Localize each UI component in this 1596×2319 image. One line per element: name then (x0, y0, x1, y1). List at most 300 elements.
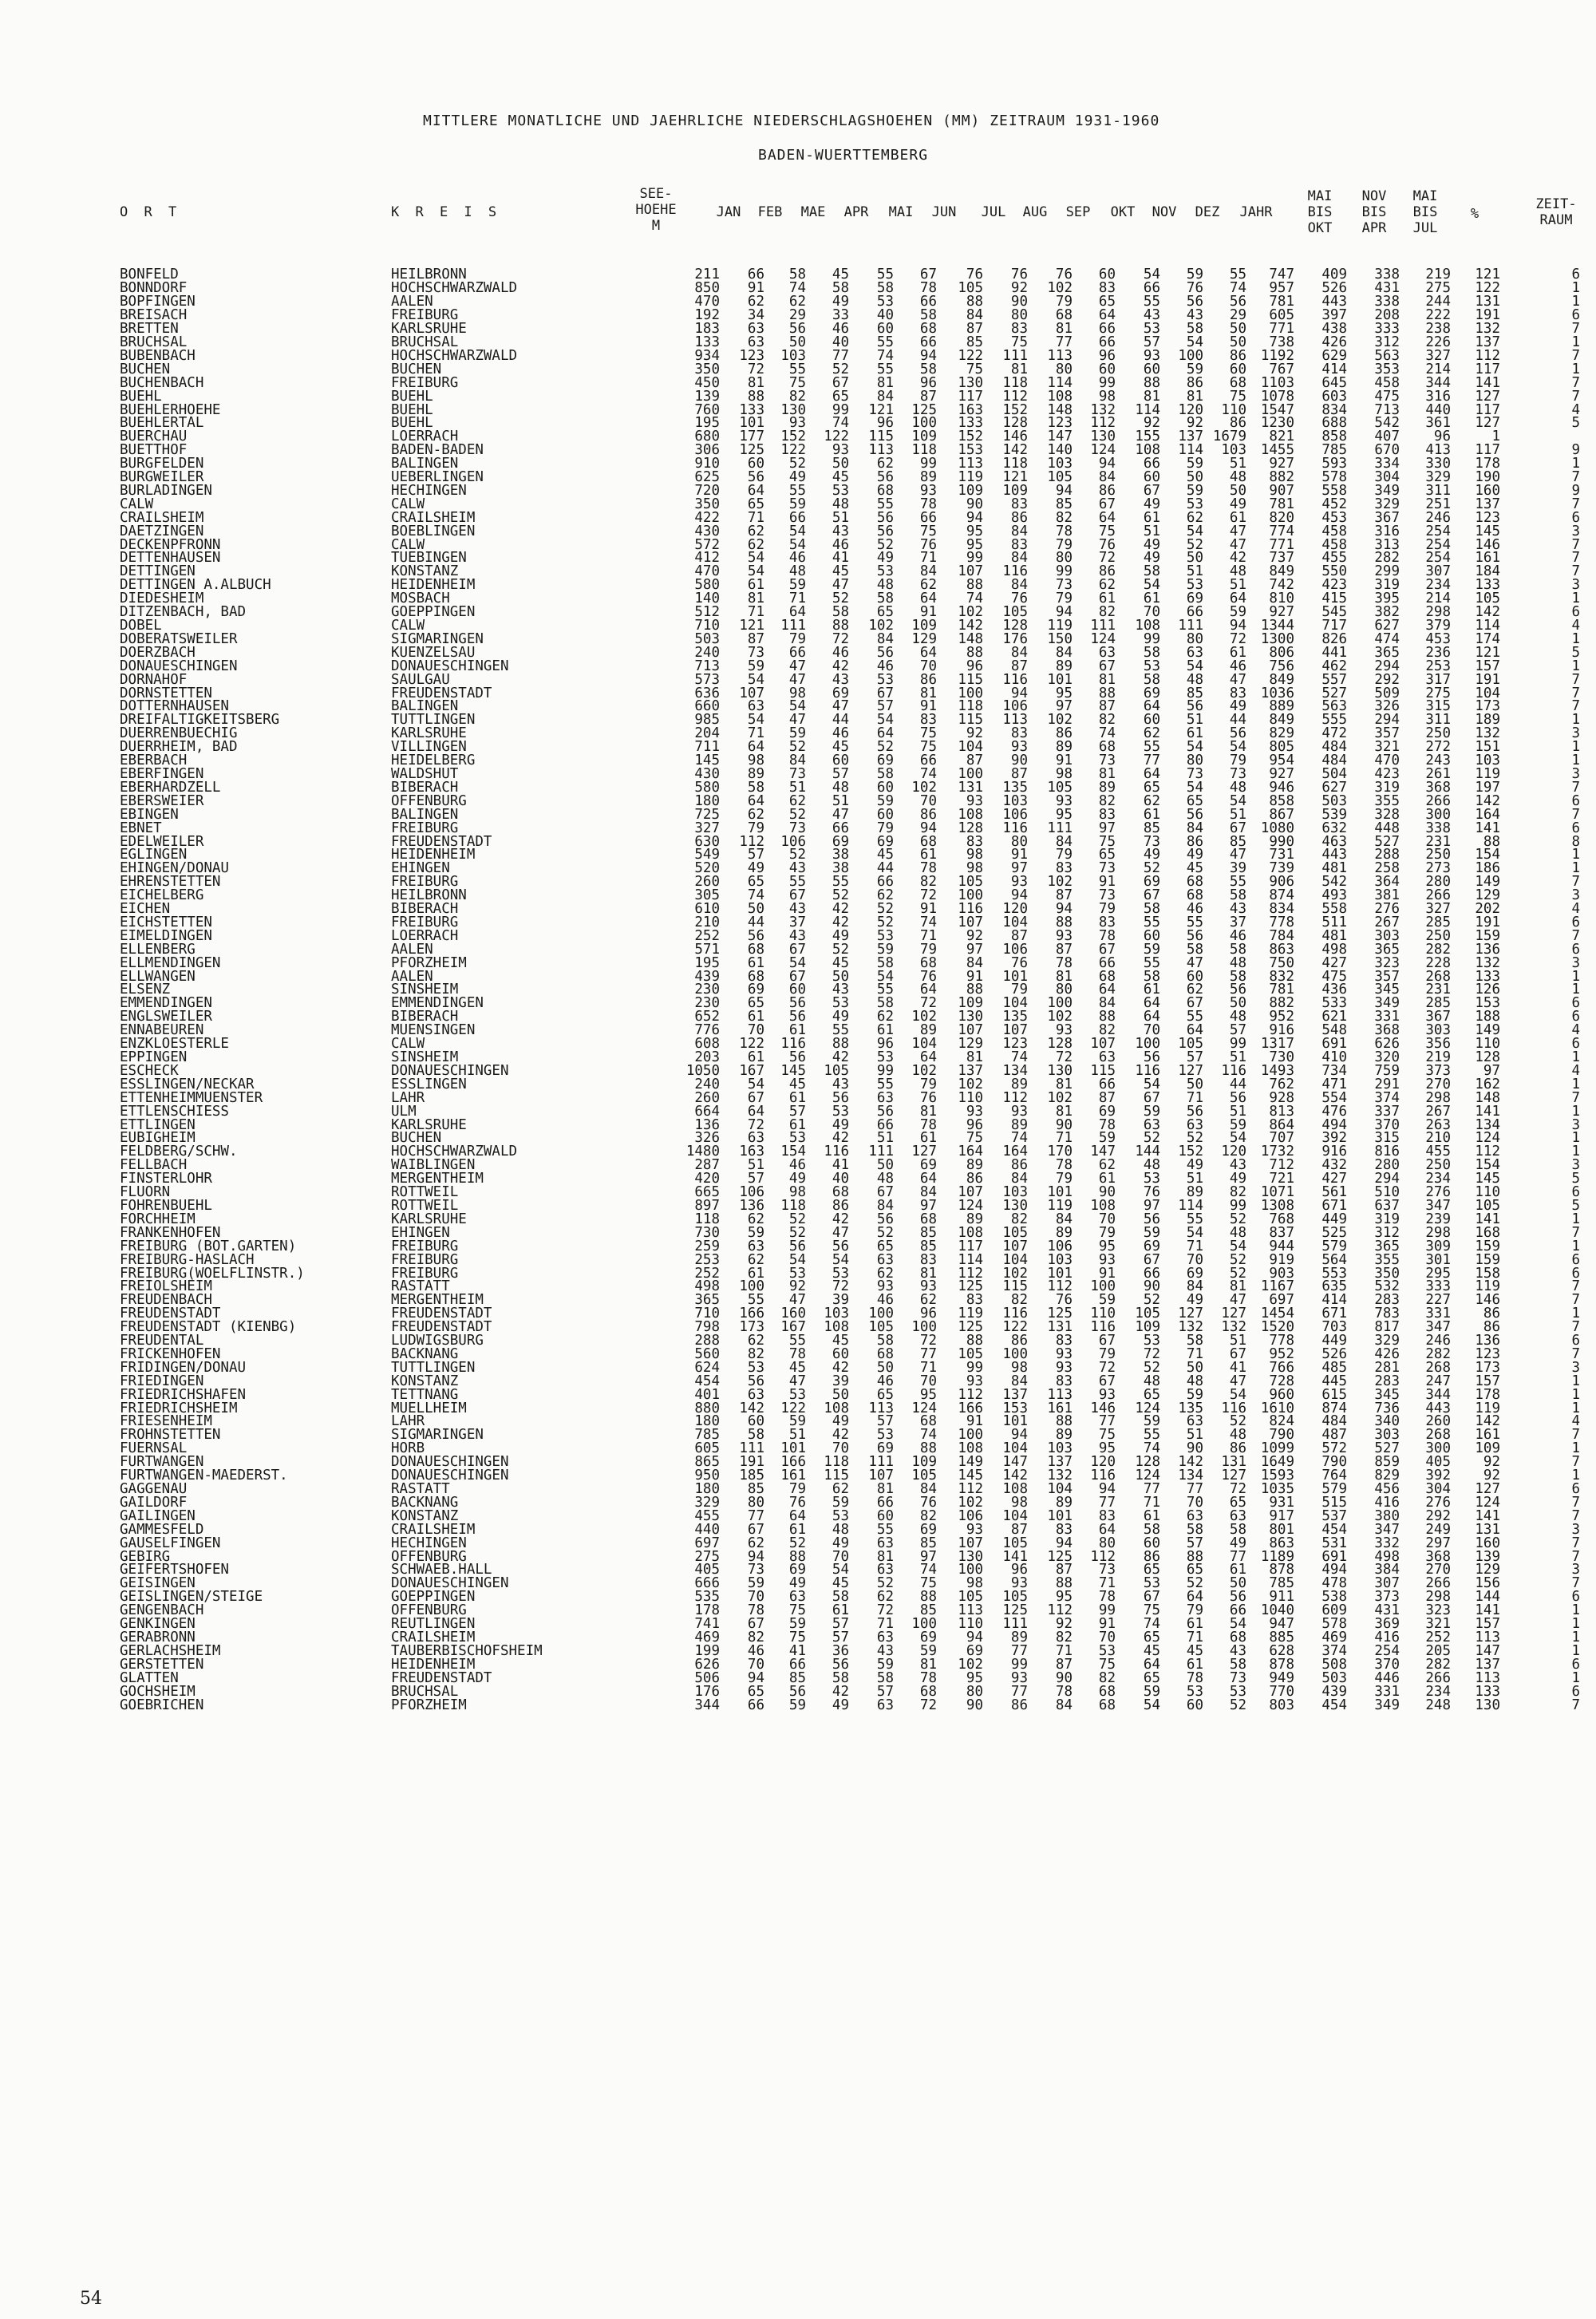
value-cell: 453 (1425, 630, 1451, 647)
value-cell: 100 (958, 685, 983, 701)
value-cell: 370 (1374, 1656, 1400, 1673)
value-cell: 42 (832, 1211, 849, 1227)
value-cell: 80 (1055, 982, 1073, 998)
value-cell: 61 (747, 1265, 764, 1282)
value-cell: 63 (747, 1238, 764, 1254)
value-cell: 903 (1269, 1265, 1294, 1282)
value-cell: 71 (1186, 1345, 1203, 1362)
table-row (120, 1253, 1580, 1266)
value-cell: 65 (876, 1386, 894, 1403)
value-cell: 57 (747, 847, 764, 863)
table-row (120, 1159, 1580, 1172)
value-cell: 247 (1425, 1373, 1451, 1389)
value-cell: 771 (1269, 321, 1294, 338)
value-cell: 98 (966, 860, 983, 877)
table-row (120, 983, 1580, 997)
district-name: KARLSRUHE (391, 1116, 467, 1133)
district-name: UEBERLINGEN (391, 469, 484, 486)
table-row (120, 1051, 1580, 1065)
district-name: HORB (391, 1440, 425, 1457)
value-cell: 243 (1425, 753, 1451, 769)
value-cell: 329 (1374, 1333, 1400, 1349)
value-cell: 57 (788, 1103, 806, 1120)
value-cell: 1 (1571, 294, 1580, 310)
value-cell: 127 (1475, 415, 1500, 432)
value-cell: 66 (1186, 604, 1203, 621)
header-sep: SEP (1065, 204, 1091, 220)
value-cell: 4 (1571, 618, 1580, 634)
station-name: DETTINGEN A.ALBUCH (120, 577, 271, 594)
value-cell: 349 (1374, 995, 1400, 1012)
value-cell: 74 (1143, 1440, 1160, 1457)
value-cell: 439 (694, 968, 720, 985)
value-cell: 1189 (1260, 1548, 1294, 1565)
value-cell: 306 (694, 442, 720, 459)
value-cell: 93 (1098, 1386, 1116, 1403)
value-cell: 671 (1321, 1306, 1347, 1322)
value-cell: 78 (919, 1116, 937, 1133)
value-cell: 6 (1571, 914, 1580, 930)
value-cell: 1 (1571, 847, 1580, 863)
value-cell: 109 (911, 1454, 937, 1471)
value-cell: 240 (694, 644, 720, 661)
table-row (120, 322, 1580, 336)
header-mai-bis-jul: MAI BIS JUL (1412, 188, 1438, 236)
value-cell: 79 (1055, 591, 1073, 607)
value-cell: 141 (1475, 1507, 1500, 1524)
value-cell: 56 (1186, 927, 1203, 944)
value-cell: 131 (1475, 1521, 1500, 1538)
value-cell: 199 (694, 1642, 720, 1659)
value-cell: 122 (780, 1400, 806, 1416)
value-cell: 79 (1098, 901, 1116, 918)
value-cell: 56 (876, 1103, 894, 1120)
value-cell: 49 (788, 469, 806, 486)
value-cell: 120 (1090, 1454, 1116, 1471)
value-cell: 65 (876, 604, 894, 621)
value-cell: 67 (1098, 1333, 1116, 1349)
value-cell: 292 (1425, 1507, 1451, 1524)
value-cell: 84 (1010, 550, 1028, 567)
value-cell: 142 (1475, 1413, 1500, 1430)
value-cell: 55 (876, 982, 894, 998)
value-cell: 69 (876, 833, 894, 850)
value-cell: 94 (1010, 887, 1028, 904)
value-cell: 56 (876, 1211, 894, 1227)
value-cell: 74 (1010, 1049, 1028, 1066)
value-cell: 73 (788, 820, 806, 836)
district-name: FREIBURG (391, 1251, 459, 1268)
district-name: MERGENTHEIM (391, 1171, 484, 1187)
value-cell: 355 (1374, 1251, 1400, 1268)
value-cell: 161 (780, 1468, 806, 1484)
value-cell: 56 (788, 1049, 806, 1066)
value-cell: 93 (1098, 1251, 1116, 1268)
value-cell: 124 (1475, 1130, 1500, 1147)
value-cell: 56 (1229, 1589, 1246, 1606)
value-cell: 115 (958, 712, 983, 729)
value-cell: 47 (1186, 954, 1203, 971)
value-cell: 192 (694, 307, 720, 324)
value-cell: 157 (1475, 1373, 1500, 1389)
value-cell: 137 (1002, 1386, 1028, 1403)
value-cell: 67 (788, 887, 806, 904)
value-cell: 108 (824, 1319, 849, 1336)
value-cell: 1547 (1260, 401, 1294, 418)
value-cell: 87 (1010, 765, 1028, 782)
value-cell: 64 (919, 1171, 937, 1187)
value-cell: 476 (1321, 1103, 1347, 1120)
value-cell: 452 (1321, 496, 1347, 512)
value-cell: 53 (832, 1265, 849, 1282)
value-cell: 512 (694, 604, 720, 621)
value-cell: 756 (1269, 658, 1294, 674)
value-cell: 1 (1571, 1130, 1580, 1147)
table-row (120, 579, 1580, 592)
value-cell: 778 (1269, 1333, 1294, 1349)
value-cell: 636 (694, 685, 720, 701)
value-cell: 90 (966, 1697, 983, 1713)
value-cell: 1078 (1260, 388, 1294, 405)
value-cell: 374 (1374, 1089, 1400, 1106)
value-cell: 367 (1425, 1009, 1451, 1025)
value-cell: 312 (1374, 334, 1400, 350)
value-cell: 768 (1269, 1211, 1294, 1227)
value-cell: 83 (919, 712, 937, 729)
value-cell: 65 (1143, 1386, 1160, 1403)
value-cell: 82 (919, 1507, 937, 1524)
value-cell: 85 (966, 334, 983, 350)
value-cell: 92 (1143, 415, 1160, 432)
value-cell: 7 (1571, 1575, 1580, 1592)
station-name: GOCHSHEIM (120, 1683, 196, 1700)
value-cell: 92 (1055, 1616, 1073, 1633)
value-cell: 118 (694, 1211, 720, 1227)
value-cell: 129 (911, 630, 937, 647)
value-cell: 102 (958, 1076, 983, 1092)
district-name: WALDSHUT (391, 765, 459, 782)
table-row (120, 1091, 1580, 1104)
value-cell: 99 (832, 401, 849, 418)
value-cell: 60 (1098, 361, 1116, 377)
value-cell: 1 (1571, 1400, 1580, 1416)
value-cell: 75 (1098, 1656, 1116, 1673)
value-cell: 53 (1143, 658, 1160, 674)
value-cell: 61 (1143, 591, 1160, 607)
value-cell: 319 (1374, 779, 1400, 796)
value-cell: 927 (1269, 604, 1294, 621)
value-cell: 72 (919, 1333, 937, 1349)
station-name: BURGWEILER (120, 469, 204, 486)
value-cell: 152 (1178, 1144, 1203, 1160)
value-cell: 146 (1475, 536, 1500, 553)
value-cell: 69 (788, 1562, 806, 1578)
station-name: FREUDENSTADT (KIENBG) (120, 1319, 297, 1336)
value-cell: 134 (1178, 1468, 1203, 1484)
value-cell: 87 (919, 388, 937, 405)
value-cell: 115 (1090, 1062, 1116, 1079)
value-cell: 112 (1002, 388, 1028, 405)
value-cell: 109 (911, 618, 937, 634)
value-cell: 7 (1571, 779, 1580, 796)
station-name: EUBIGHEIM (120, 1130, 196, 1147)
value-cell: 78 (1098, 927, 1116, 944)
value-cell: 89 (1186, 1184, 1203, 1201)
value-cell: 58 (747, 1427, 764, 1444)
value-cell: 443 (1425, 1400, 1451, 1416)
table-row (120, 700, 1580, 713)
value-cell: 83 (1055, 1521, 1073, 1538)
value-cell: 776 (694, 1022, 720, 1039)
value-cell: 357 (1374, 725, 1400, 742)
value-cell: 281 (1374, 1359, 1400, 1376)
district-name: AALEN (391, 968, 433, 985)
value-cell: 50 (1229, 482, 1246, 499)
value-cell: 119 (1475, 765, 1500, 782)
value-cell: 84 (966, 307, 983, 324)
value-cell: 526 (1321, 1345, 1347, 1362)
value-cell: 96 (876, 1036, 894, 1053)
station-name: FELLBACH (120, 1157, 188, 1174)
value-cell: 626 (694, 1656, 720, 1673)
value-cell: 1649 (1260, 1454, 1294, 1471)
value-cell: 47 (788, 671, 806, 688)
value-cell: 75 (788, 1602, 806, 1619)
value-cell: 43 (1143, 307, 1160, 324)
value-cell: 563 (1321, 698, 1347, 715)
value-cell: 52 (788, 1211, 806, 1227)
value-cell: 62 (788, 294, 806, 310)
value-cell: 93 (966, 1521, 983, 1538)
district-name: OFFENBURG (391, 1602, 467, 1619)
value-cell: 59 (1143, 1103, 1160, 1120)
value-cell: 89 (1055, 739, 1073, 756)
value-cell: 86 (1010, 1333, 1028, 1349)
value-cell: 105 (958, 874, 983, 891)
value-cell: 147 (1090, 1144, 1116, 1160)
value-cell: 93 (919, 482, 937, 499)
table-row (120, 1348, 1580, 1361)
value-cell: 55 (876, 496, 894, 512)
value-cell: 66 (1143, 456, 1160, 472)
station-name: EBERHARDZELL (120, 779, 221, 796)
value-cell: 1 (1571, 1306, 1580, 1322)
value-cell: 42 (832, 1683, 849, 1700)
station-name: GERSTETTEN (120, 1656, 204, 1673)
value-cell: 60 (876, 321, 894, 338)
value-cell: 62 (1186, 509, 1203, 526)
value-cell: 55 (876, 267, 894, 283)
value-cell: 944 (1269, 1238, 1294, 1254)
value-cell: 858 (1269, 792, 1294, 809)
value-cell: 52 (1143, 1359, 1160, 1376)
value-cell: 115 (868, 429, 894, 445)
value-cell: 94 (747, 1669, 764, 1686)
value-cell: 185 (739, 1468, 764, 1484)
value-cell: 45 (832, 469, 849, 486)
value-cell: 190 (1475, 469, 1500, 486)
value-cell: 149 (1475, 874, 1500, 891)
table-row (120, 808, 1580, 821)
district-name: KONSTANZ (391, 1373, 459, 1389)
table-row (120, 1361, 1580, 1374)
station-name: ETTLINGEN (120, 1116, 196, 1133)
value-cell: 76 (1010, 591, 1028, 607)
value-cell: 116 (1002, 563, 1028, 580)
value-cell: 266 (1425, 792, 1451, 809)
value-cell: 72 (832, 630, 849, 647)
value-cell: 155 (1135, 429, 1160, 445)
value-cell: 63 (1186, 1116, 1203, 1133)
value-cell: 139 (694, 388, 720, 405)
value-cell: 120 (1178, 401, 1203, 418)
value-cell: 140 (1047, 442, 1073, 459)
value-cell: 75 (966, 361, 983, 377)
station-name: DORNAHOF (120, 671, 188, 688)
value-cell: 85 (919, 1238, 937, 1254)
value-cell: 68 (1055, 307, 1073, 324)
value-cell: 609 (1321, 1602, 1347, 1619)
value-cell: 166 (739, 1306, 764, 1322)
value-cell: 458 (1321, 523, 1347, 539)
value-cell: 1317 (1260, 1036, 1294, 1053)
value-cell: 44 (747, 914, 764, 930)
value-cell: 469 (1321, 1629, 1347, 1645)
value-cell: 426 (1374, 1345, 1400, 1362)
value-cell: 1 (1571, 739, 1580, 756)
value-cell: 381 (1374, 887, 1400, 904)
value-cell: 107 (958, 1535, 983, 1551)
value-cell: 180 (694, 1481, 720, 1498)
value-cell: 564 (1321, 1251, 1347, 1268)
value-cell: 99 (966, 550, 983, 567)
value-cell: 59 (1098, 1130, 1116, 1147)
value-cell: 107 (958, 914, 983, 930)
station-name: GERLACHSHEIM (120, 1642, 221, 1659)
value-cell: 252 (694, 927, 720, 944)
value-cell: 51 (788, 779, 806, 796)
value-cell: 107 (958, 1022, 983, 1039)
value-cell: 141 (1475, 1103, 1500, 1120)
value-cell: 7 (1571, 1224, 1580, 1241)
value-cell: 60 (1143, 1535, 1160, 1551)
value-cell: 148 (1475, 1089, 1500, 1106)
value-cell: 98 (788, 685, 806, 701)
value-cell: 70 (919, 658, 937, 674)
value-cell: 538 (1321, 1589, 1347, 1606)
value-cell: 116 (1090, 1319, 1116, 1336)
value-cell: 957 (1269, 280, 1294, 297)
value-cell: 53 (832, 1103, 849, 1120)
station-name: GAGGENAU (120, 1481, 188, 1498)
value-cell: 92 (966, 725, 983, 742)
value-cell: 874 (1321, 1400, 1347, 1416)
table-row (120, 673, 1580, 686)
value-cell: 6 (1571, 941, 1580, 958)
value-cell: 62 (919, 577, 937, 594)
district-name: EHINGEN (391, 1224, 450, 1241)
value-cell: 132 (1090, 401, 1116, 418)
value-cell: 711 (694, 739, 720, 756)
value-cell: 145 (1475, 1171, 1500, 1187)
value-cell: 298 (1425, 604, 1451, 621)
value-cell: 51 (1186, 712, 1203, 729)
value-cell: 453 (1321, 509, 1347, 526)
value-cell: 334 (1374, 456, 1400, 472)
value-cell: 329 (1374, 496, 1400, 512)
value-cell: 46 (832, 321, 849, 338)
value-cell: 96 (919, 374, 937, 391)
value-cell: 104 (1475, 685, 1500, 701)
value-cell: 288 (694, 1333, 720, 1349)
value-cell: 106 (780, 833, 806, 850)
station-name: EICHEN (120, 901, 171, 918)
value-cell: 226 (1425, 334, 1451, 350)
value-cell: 273 (1425, 860, 1451, 877)
district-name: BUEHL (391, 415, 433, 432)
value-cell: 74 (919, 1427, 937, 1444)
value-cell: 91 (966, 968, 983, 985)
value-cell: 431 (1374, 1602, 1400, 1619)
value-cell: 59 (788, 1697, 806, 1713)
value-cell: 1103 (1260, 374, 1294, 391)
value-cell: 40 (832, 1171, 849, 1187)
value-cell: 59 (876, 1656, 894, 1673)
value-cell: 153 (958, 442, 983, 459)
value-cell: 142 (1002, 442, 1028, 459)
value-cell: 307 (1425, 563, 1451, 580)
value-cell: 542 (1321, 874, 1347, 891)
value-cell: 75 (1229, 388, 1246, 405)
district-name: FREIBURG (391, 820, 459, 836)
value-cell: 166 (780, 1454, 806, 1471)
value-cell: 59 (1186, 1386, 1203, 1403)
value-cell: 87 (1010, 1521, 1028, 1538)
district-name: LOERRACH (391, 429, 459, 445)
value-cell: 62 (876, 1589, 894, 1606)
value-cell: 96 (966, 1116, 983, 1133)
value-cell: 340 (1374, 1413, 1400, 1430)
value-cell: 54 (1229, 1616, 1246, 1633)
value-cell: 113 (958, 1602, 983, 1619)
value-cell: 503 (1321, 792, 1347, 809)
value-cell: 1300 (1260, 630, 1294, 647)
value-cell: 176 (1002, 630, 1028, 647)
value-cell: 89 (1010, 1629, 1028, 1645)
value-cell: 195 (694, 415, 720, 432)
value-cell: 70 (747, 1656, 764, 1673)
value-cell: 45 (832, 1575, 849, 1592)
value-cell: 785 (1321, 442, 1347, 459)
value-cell: 455 (694, 1507, 720, 1524)
value-cell: 114 (1135, 401, 1160, 418)
value-cell: 173 (1475, 698, 1500, 715)
value-cell: 56 (747, 1373, 764, 1389)
value-cell: 38 (832, 847, 849, 863)
value-cell: 113 (868, 442, 894, 459)
value-cell: 96 (1010, 1562, 1028, 1578)
value-cell: 69 (1098, 1103, 1116, 1120)
value-cell: 89 (919, 1022, 937, 1039)
value-cell: 81 (876, 374, 894, 391)
value-cell: 652 (694, 1009, 720, 1025)
value-cell: 1480 (685, 1144, 720, 1160)
value-cell: 82 (747, 1629, 764, 1645)
value-cell: 83 (966, 833, 983, 850)
value-cell: 282 (1425, 941, 1451, 958)
value-cell: 392 (1425, 1468, 1451, 1484)
station-name: FREIBURG(WOELFLINSTR.) (120, 1265, 305, 1282)
